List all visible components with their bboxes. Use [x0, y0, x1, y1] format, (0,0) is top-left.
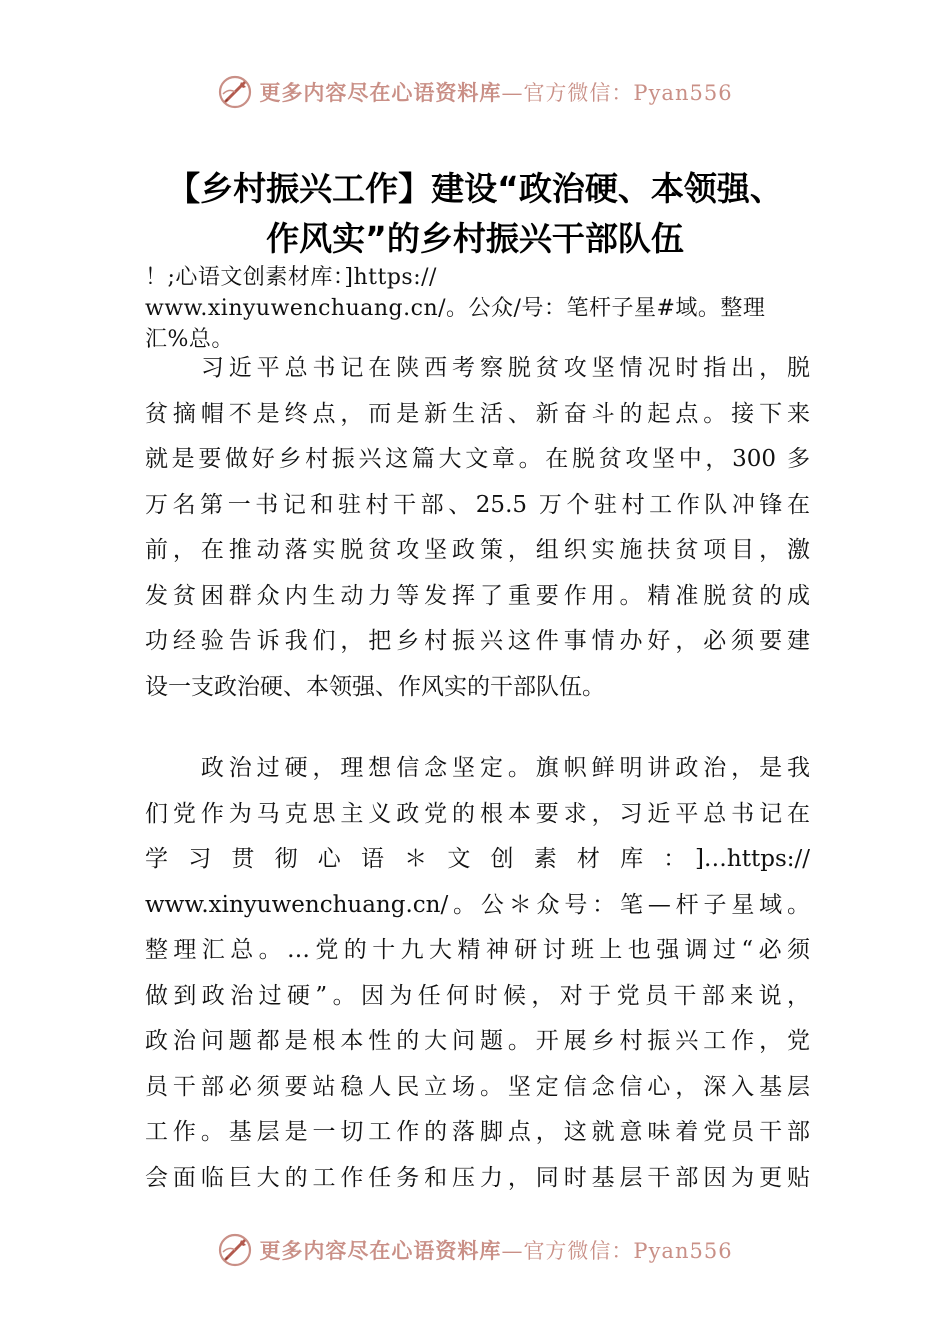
watermark-separator: — — [501, 81, 524, 105]
source-note-line: ！;心语文创素材库：]https:// — [145, 265, 437, 290]
paragraph-line: 习近平总书记在陕西考察脱贫攻坚情况时指出，脱 — [145, 355, 810, 381]
watermark-brand: 更多内容尽在心语资料库 — [259, 80, 502, 105]
paragraph-line: 政治问题都是根本性的大问题。开展乡村振兴工作，党 — [145, 1028, 810, 1054]
paragraph-line: 做到政治过硬”。因为任何时候，对于党员干部来说， — [145, 982, 810, 1009]
pen-logo-icon — [217, 1232, 253, 1268]
paragraph-line: www.xinyuwenchuang.cn/。公＊众号：笔—杆子星域。 — [145, 891, 810, 918]
watermark-brand: 更多内容尽在心语资料库 — [259, 1238, 502, 1263]
source-note-line: 汇%总。 — [145, 327, 234, 352]
paragraph-line: 会面临巨大的工作任务和压力，同时基层干部因为更贴 — [145, 1164, 810, 1191]
watermark-separator: — — [501, 1239, 524, 1263]
pen-logo-icon — [217, 74, 253, 110]
paragraph-line: 万名第一书记和驻村干部、25.5 万个驻村工作队冲锋在 — [145, 491, 810, 518]
paragraph-line: 整理汇总。…党的十九大精神研讨班上也强调过“必须 — [145, 937, 810, 963]
paragraph-line: 学习贯彻心语＊文创素材库：]…https:// — [145, 846, 810, 872]
paragraph-line: 设一支政治硬、本领强、作风实的干部队伍。 — [145, 673, 605, 700]
title-line: 作风实”的乡村振兴干部队伍 — [266, 219, 684, 258]
paragraph-line: 功经验告诉我们，把乡村振兴这件事情办好，必须要建 — [145, 628, 810, 654]
watermark-banner-top — [0, 68, 950, 116]
paragraph-line: 发贫困群众内生动力等发挥了重要作用。精准脱贫的成 — [145, 582, 810, 609]
watermark-contact: 官方微信：Pyan556 — [523, 1239, 733, 1263]
body-paragraph — [145, 346, 810, 710]
title-line: 【乡村振兴工作】建设“政治硬、本领强、 — [167, 169, 783, 208]
paragraph-line: 工作。基层是一切工作的落脚点，这就意味着党员干部 — [145, 1119, 810, 1145]
source-note-line: www.xinyuwenchuang.cn/。公众/号：笔杆子星#域。整理 — [145, 296, 766, 321]
watermark-banner-bottom — [0, 1226, 950, 1274]
watermark-contact: 官方微信：Pyan556 — [523, 81, 733, 105]
source-note — [145, 262, 815, 355]
watermark-text — [259, 77, 732, 107]
document-title — [95, 164, 855, 264]
paragraph-line: 就是要做好乡村振兴这篇大文章。在脱贫攻坚中，300 多 — [145, 446, 810, 472]
paragraph-line: 贫摘帽不是终点，而是新生活、新奋斗的起点。接下来 — [145, 400, 810, 427]
body-paragraph — [145, 746, 810, 1201]
paragraph-line: 政治过硬，理想信念坚定。旗帜鲜明讲政治，是我 — [145, 755, 810, 781]
paragraph-line: 前，在推动落实脱贫攻坚政策，组织实施扶贫项目，激 — [145, 537, 810, 563]
watermark-text — [259, 1235, 732, 1265]
paragraph-line: 员干部必须要站稳人民立场。坚定信念信心，深入基层 — [145, 1073, 810, 1100]
paragraph-line: 们党作为马克思主义政党的根本要求，习近平总书记在 — [145, 800, 810, 827]
